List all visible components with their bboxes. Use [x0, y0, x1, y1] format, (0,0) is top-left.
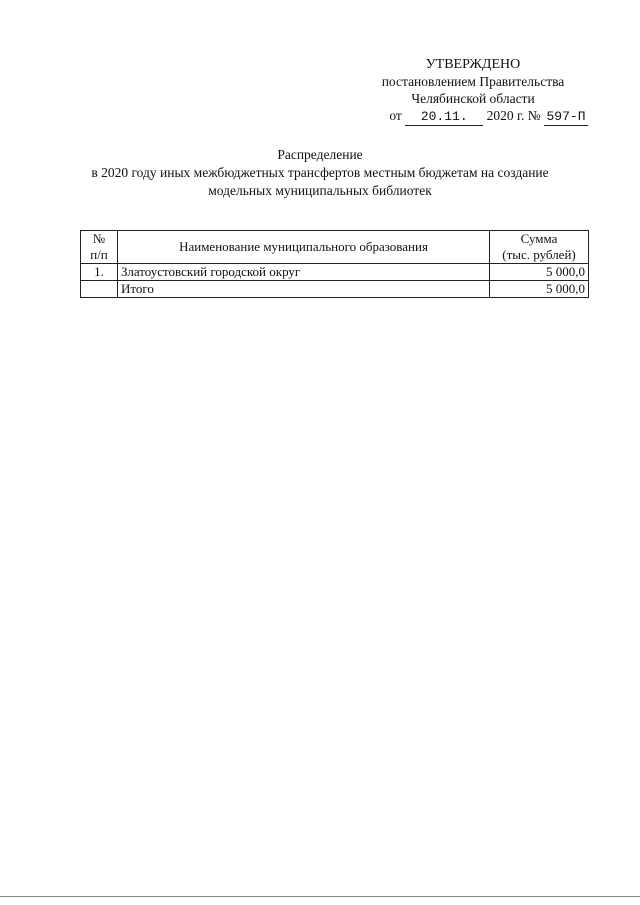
total-number [81, 281, 118, 298]
table-header-row [81, 231, 589, 264]
header-sum [490, 231, 589, 264]
header-sum-label: Сумма [520, 231, 558, 246]
total-label: Итого [118, 281, 490, 298]
total-sum: 5 000,0 [490, 281, 589, 298]
header-number [81, 231, 118, 264]
approval-issuer: постановлением Правительства [381, 74, 565, 89]
approval-stamp [358, 56, 588, 126]
row-name: Златоустовский городской округ [118, 264, 490, 281]
approval-region: Челябинской области [411, 91, 535, 106]
row-number: 1. [81, 264, 118, 281]
date-prefix: от [389, 108, 402, 123]
header-number-label: п/п [90, 247, 108, 262]
header-name: Наименование муниципального образования [118, 231, 490, 264]
table-row [81, 264, 589, 281]
header-sum-unit: (тыс. рублей) [502, 247, 576, 262]
header-number-symbol: № [92, 231, 106, 246]
approval-title: УТВЕРЖДЕНО [425, 57, 521, 72]
approval-number: 597-П [544, 108, 588, 126]
document-heading [0, 146, 640, 200]
table-total-row [81, 281, 589, 298]
row-sum: 5 000,0 [490, 264, 589, 281]
heading-title: Распределение [277, 147, 363, 162]
approval-date: 20.11. [405, 108, 483, 126]
heading-subtitle-1: в 2020 году иных межбюджетных трансфертов местным бюджетам на создание [91, 165, 549, 180]
distribution-table [80, 230, 589, 298]
page-bottom-edge [0, 896, 640, 897]
approval-date-line [358, 107, 588, 126]
heading-subtitle-2: модельных муниципальных библиотек [208, 183, 432, 198]
approval-year: 2020 г. № [486, 108, 541, 123]
